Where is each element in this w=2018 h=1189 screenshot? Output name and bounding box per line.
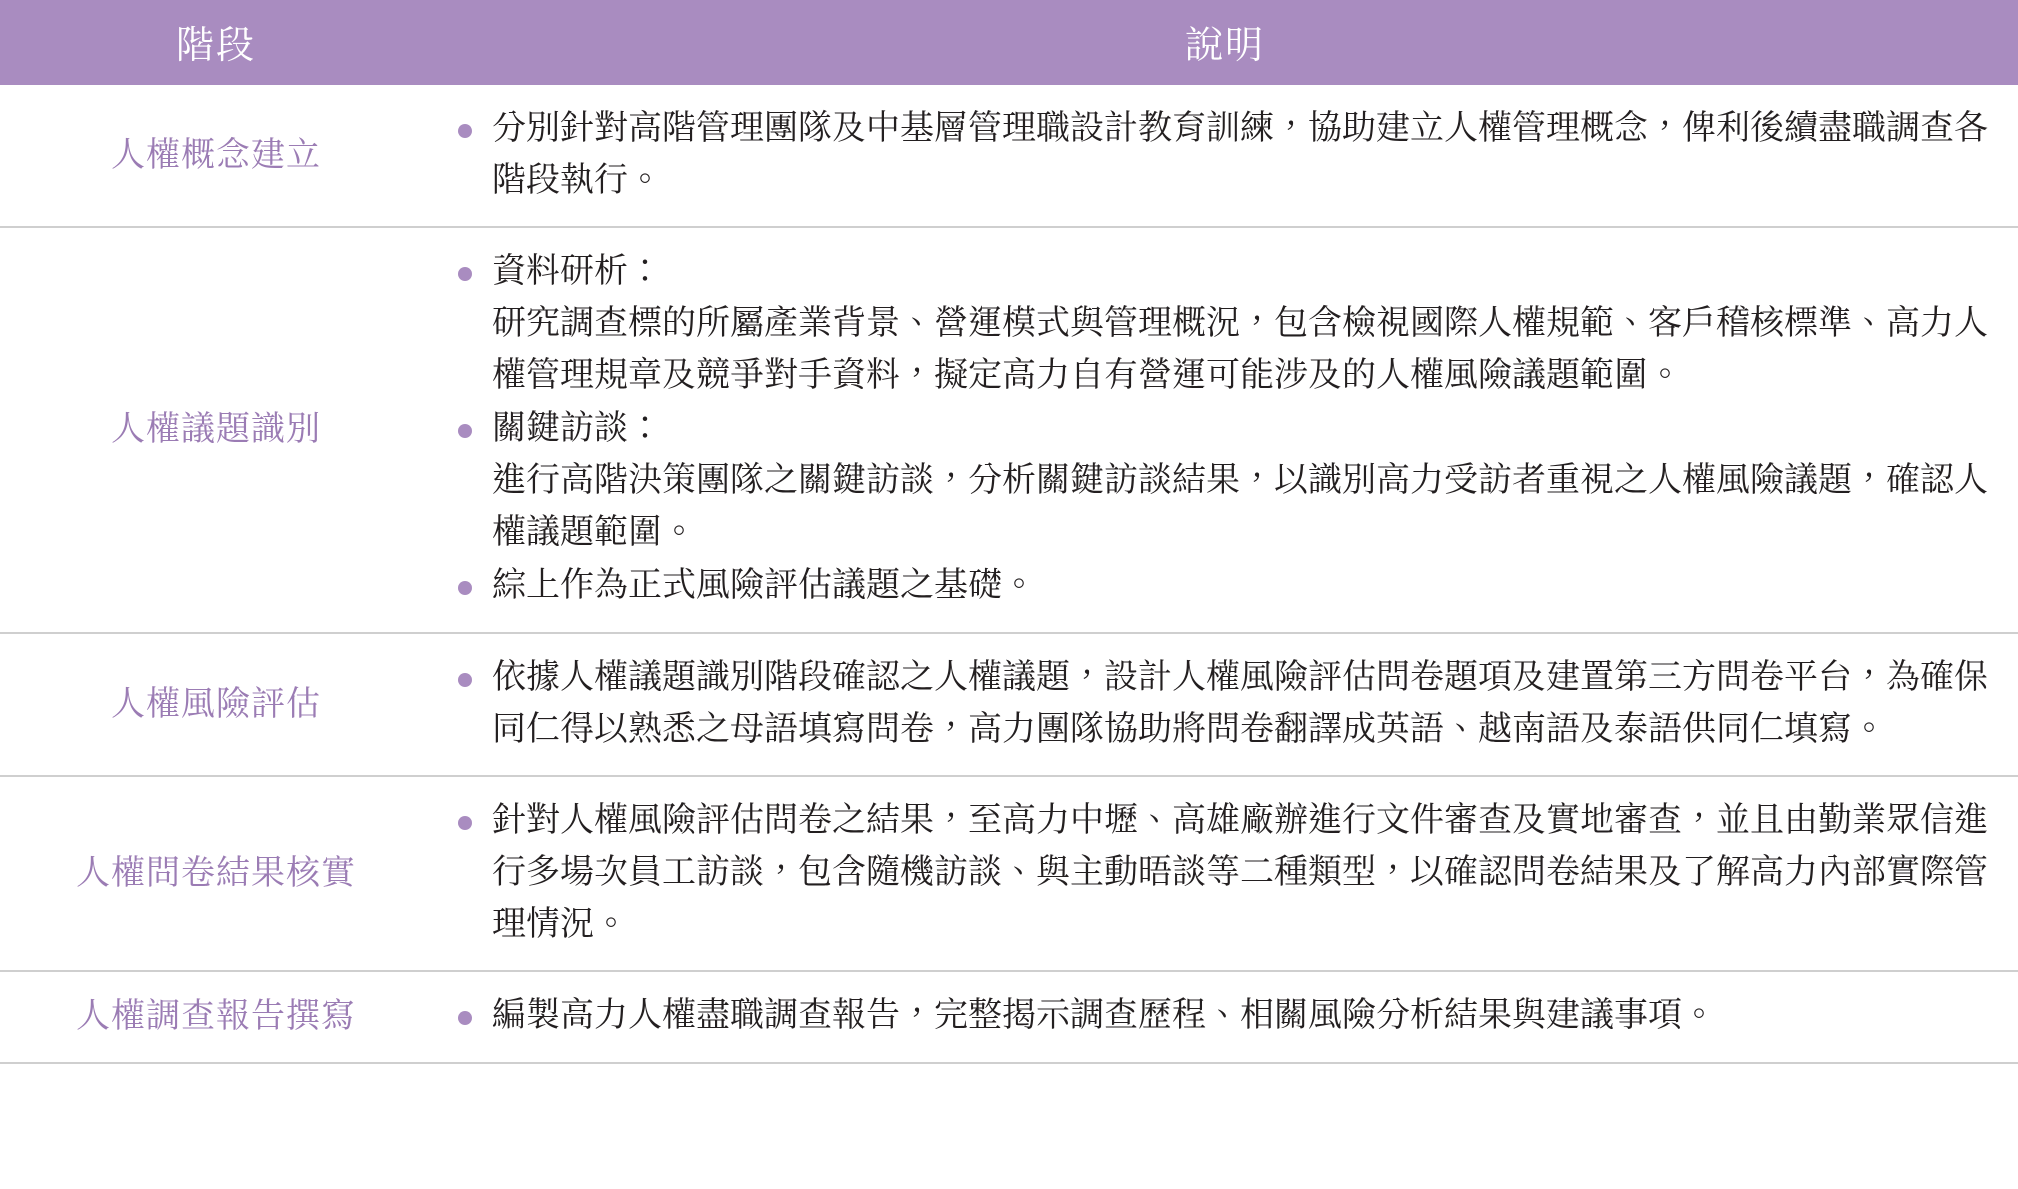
bullet-list [446, 246, 1992, 612]
table-row [0, 227, 2018, 633]
table-row [0, 633, 2018, 776]
table-row [0, 85, 2018, 227]
column-header-description: 說明 [432, 0, 2018, 85]
list-item [446, 795, 1992, 950]
list-item-lead: 綜上作為正式風險評估議題之基礎。 [492, 566, 1036, 605]
bullet-list [446, 652, 1992, 755]
list-item-lead: 分別針對高階管理團隊及中基層管理職設計教育訓練，協助建立人權管理概念，俾利後續盡職調查各階段執行。 [492, 109, 1988, 199]
list-item-lead: 編製高力人權盡職調查報告，完整揭示調查歷程、相關風險分析結果與建議事項。 [492, 996, 1716, 1035]
table-header [0, 0, 2018, 85]
stage-cell [0, 633, 432, 776]
description-cell [432, 971, 2018, 1063]
list-item-lead: 依據人權議題識別階段確認之人權議題，設計人權風險評估問卷題項及建置第三方問卷平台，為確保同仁得以熟悉之母語填寫問卷，高力團隊協助將問卷翻譯成英語、越南語及泰語供同仁填寫。 [492, 658, 1988, 748]
list-item [446, 403, 1992, 558]
bullet-list [446, 990, 1992, 1042]
stage-cell [0, 971, 432, 1063]
list-item [446, 990, 1992, 1042]
stage-label: 人權概念建立 [111, 135, 321, 174]
list-item-lead: 關鍵訪談： [492, 409, 662, 448]
stage-label: 人權問卷結果核實 [76, 853, 356, 892]
table-header-row [0, 0, 2018, 85]
stage-cell [0, 227, 432, 633]
list-item [446, 246, 1992, 401]
stage-label: 人權議題識別 [111, 410, 321, 449]
list-item-detail: 進行高階決策團隊之關鍵訪談，分析關鍵訪談結果，以識別高力受訪者重視之人權風險議題，確認人權議題範圍。 [492, 461, 1988, 551]
bullet-list [446, 795, 1992, 950]
column-header-stage: 階段 [0, 0, 432, 85]
table-row [0, 971, 2018, 1063]
table-row [0, 776, 2018, 971]
list-item [446, 652, 1992, 755]
list-item [446, 103, 1992, 206]
description-cell [432, 633, 2018, 776]
stage-label: 人權調查報告撰寫 [76, 997, 356, 1036]
bullet-list [446, 103, 1992, 206]
list-item [446, 560, 1992, 612]
list-item-lead: 資料研析： [492, 252, 662, 291]
stage-label: 人權風險評估 [111, 684, 321, 723]
description-cell [432, 85, 2018, 227]
stage-cell [0, 85, 432, 227]
list-item-lead: 針對人權風險評估問卷之結果，至高力中壢、高雄廠辦進行文件審查及實地審查，並且由勤業眾信進行多場次員工訪談，包含隨機訪談、與主動晤談等二種類型，以確認問卷結果及了解高力內部實際管理情況。 [492, 801, 1988, 943]
description-cell [432, 227, 2018, 633]
description-cell [432, 776, 2018, 971]
table-body [0, 85, 2018, 1063]
list-item-detail: 研究調查標的所屬產業背景、營運模式與管理概況，包含檢視國際人權規範、客戶稽核標準、高力人權管理規章及競爭對手資料，擬定高力自有營運可能涉及的人權風險議題範圍。 [492, 304, 1988, 394]
stage-cell [0, 776, 432, 971]
